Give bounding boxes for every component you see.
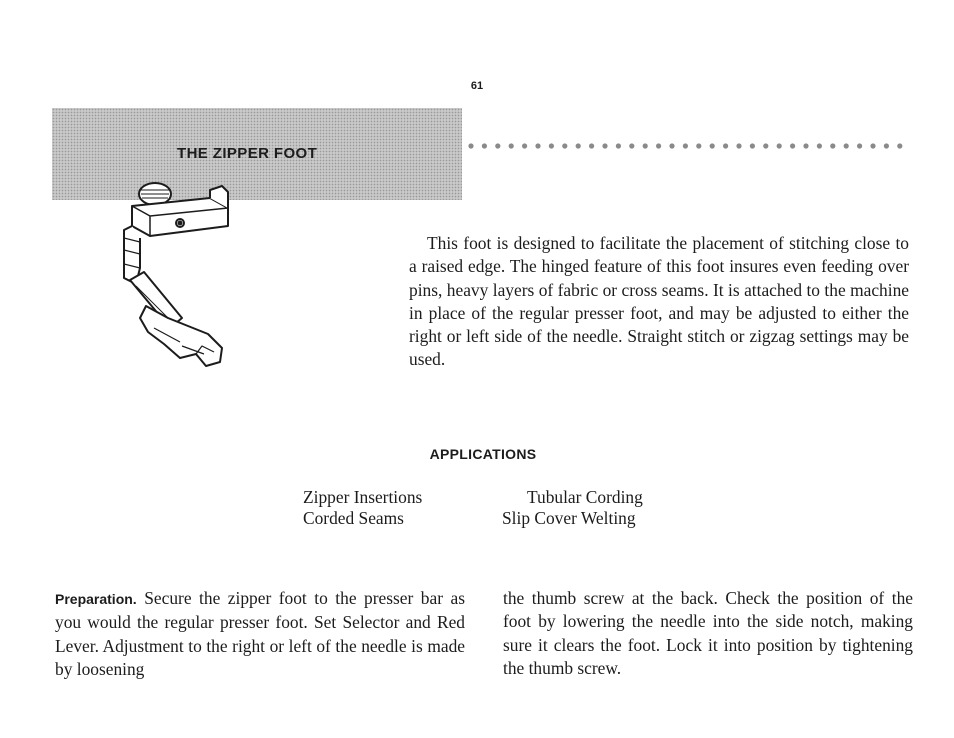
decorative-dot bbox=[616, 143, 621, 148]
decorative-dot bbox=[897, 143, 902, 148]
decorative-dot bbox=[696, 143, 701, 148]
decorative-dot bbox=[723, 143, 728, 148]
section-title: THE ZIPPER FOOT bbox=[177, 145, 318, 162]
decorative-dot bbox=[562, 143, 567, 148]
decorative-dot bbox=[870, 143, 875, 148]
decorative-dot bbox=[589, 143, 594, 148]
application-item: Tubular Cording bbox=[527, 487, 643, 507]
decorative-dot bbox=[710, 143, 715, 148]
zipper-foot-illustration-icon bbox=[110, 168, 250, 378]
page-number: 61 bbox=[470, 80, 484, 92]
decorative-dot bbox=[790, 143, 795, 148]
applications-heading: APPLICATIONS bbox=[429, 446, 537, 462]
decorative-dot bbox=[669, 143, 674, 148]
decorative-dot bbox=[549, 143, 554, 148]
preparation-right-column: the thumb screw at the back. Check the position of the foot by lowering the needle into the side notch, making sure it clears the foot. Lock it into position by tightening the thumb screw. bbox=[503, 588, 913, 678]
application-item: Zipper Insertions bbox=[303, 487, 423, 507]
application-item: Slip Cover Welting bbox=[502, 507, 636, 528]
decorative-dot bbox=[803, 143, 808, 148]
decorative-dot bbox=[844, 143, 849, 148]
decorative-dot bbox=[884, 143, 889, 148]
decorative-dot bbox=[656, 143, 661, 148]
decorative-dot bbox=[830, 143, 835, 148]
decorative-dot bbox=[509, 143, 514, 148]
decorative-dot bbox=[857, 143, 862, 148]
intro-paragraph: This foot is designed to facilitate the placement of stitching close to a raised edge. The hinged feature of this foot insures even feeding over pins, heavy layers of fabric or cross seams. It is attached to the machine in place of the regular presser foot, and may be adjusted to either the right or left side of the needle. Straight stitch or zigzag settings may be used. bbox=[409, 233, 909, 370]
decorative-dot bbox=[468, 143, 473, 148]
decorative-dot bbox=[602, 143, 607, 148]
decorative-dot bbox=[736, 143, 741, 148]
decorative-dot bbox=[763, 143, 768, 148]
applications-right-column bbox=[502, 487, 643, 528]
decorative-dot bbox=[535, 143, 540, 148]
decorative-dot bbox=[495, 143, 500, 148]
decorative-dot bbox=[643, 143, 648, 148]
dotted-rule bbox=[465, 140, 912, 152]
decorative-dot bbox=[683, 143, 688, 148]
applications-left-column bbox=[303, 487, 422, 528]
preparation-label: Preparation. bbox=[55, 591, 137, 607]
decorative-dot bbox=[750, 143, 755, 148]
decorative-dot bbox=[482, 143, 487, 148]
decorative-dot bbox=[817, 143, 822, 148]
application-item: Corded Seams bbox=[303, 507, 404, 528]
decorative-dot bbox=[777, 143, 782, 148]
preparation-left-column bbox=[55, 587, 465, 681]
decorative-dot bbox=[522, 143, 527, 148]
preparation-left-text: Secure the zipper foot to the presser bar as you would the regular presser foot. Set Selector and Red Lever. Adjustment to the right or left of the needle is made by loosening bbox=[55, 588, 465, 679]
decorative-dot bbox=[576, 143, 581, 148]
decorative-dot bbox=[629, 143, 634, 148]
